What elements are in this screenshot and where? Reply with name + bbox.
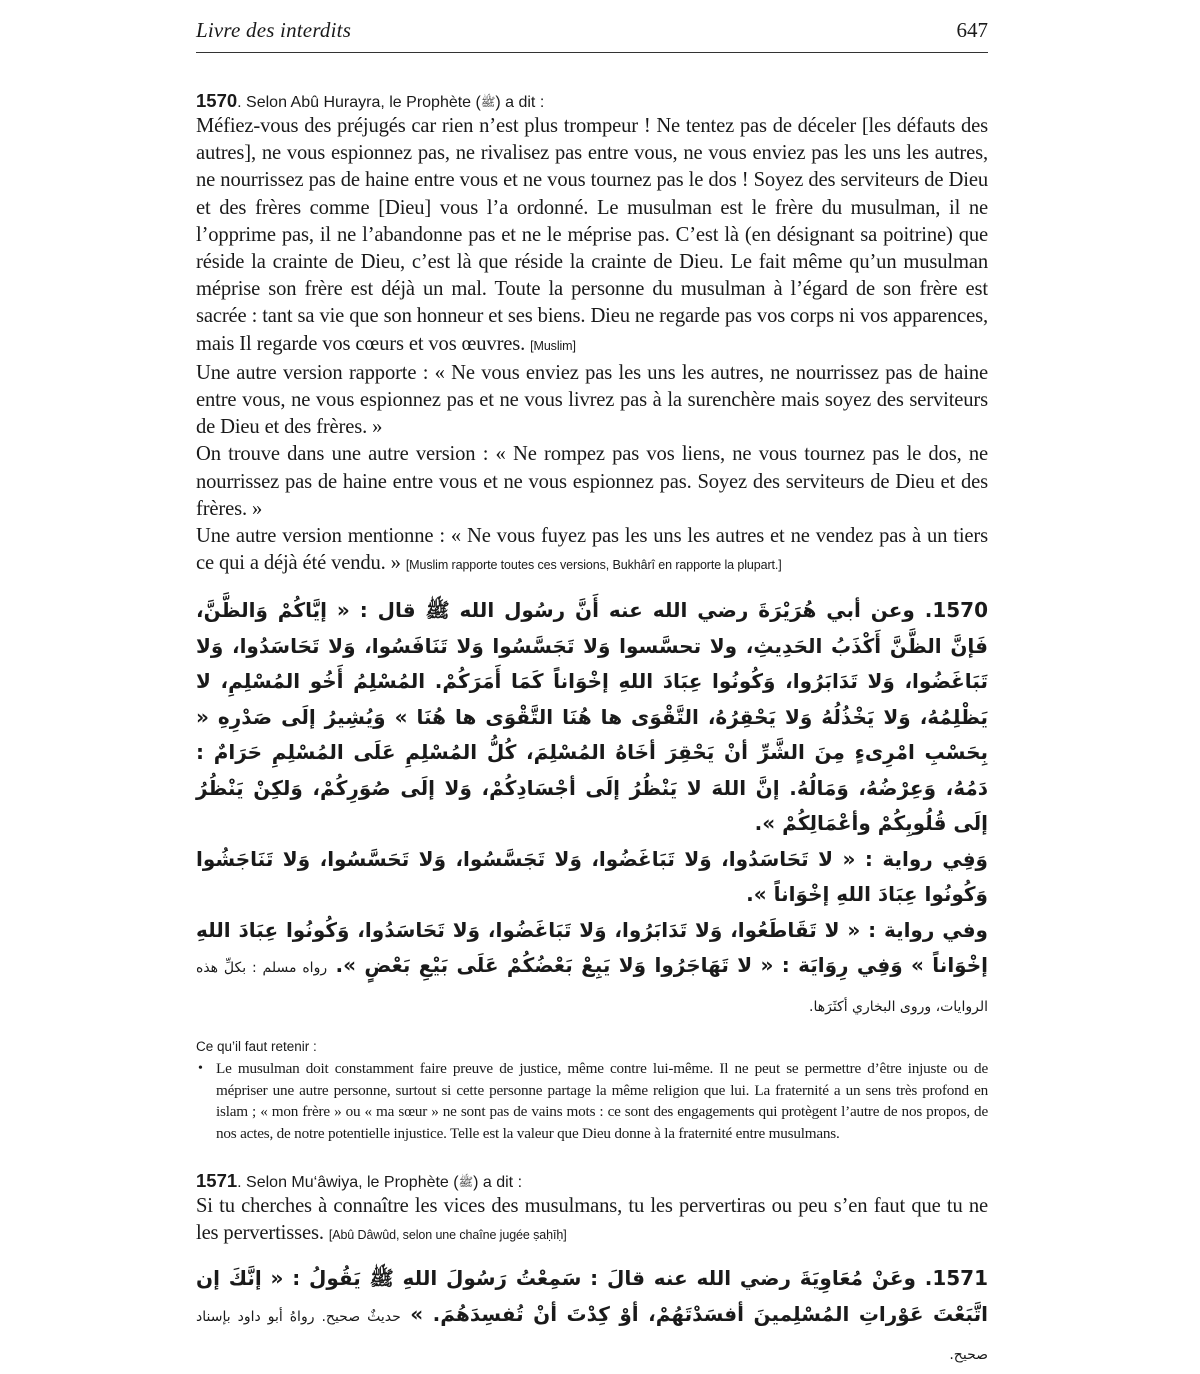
variant-version [196, 523, 988, 579]
variant-version: Une autre version rapporte : « Ne vous enviez pas les uns les autres, ne nourrissez pas de haine entre vous, ne vous espionnez pas et ne vous livrez pas à la surenchère mais soyez des serviteurs de Dieu et des frères. » [196, 361, 988, 439]
running-title: Livre des interdits [196, 18, 352, 42]
retain-box [196, 1039, 988, 1144]
running-header [196, 18, 988, 48]
arabic-hadith-text: 1571. وعَنْ مُعَاوِيَةَ رضي الله عنه قالَ : سَمِعْتُ رَسُولَ اللهِ ﷺ يَقُولُ : « إنَّكَ إن اتَّبَعْتَ عَوْراتِ المُسْلِمينَ أفسَدْتَهُمْ، أوْ كِدْتَ أنْ تُفسِدَهُمَ. » [196, 1266, 988, 1326]
bullet-icon: • [198, 1061, 203, 1077]
hadith-intro: . Selon Abû Hurayra, le Prophète ( [237, 94, 481, 111]
hadith-1570 [196, 91, 988, 1144]
book-page [196, 18, 988, 1374]
hadith-translation [196, 113, 988, 360]
arabic-variant [196, 913, 988, 1026]
hadith-heading [196, 1171, 988, 1193]
retain-item [196, 1058, 988, 1144]
translation-text: Si tu cherches à connaître les vices des musulmans, tu les pervertiras ou peu s’en faut que tu ne les pervertisses. [196, 1195, 988, 1245]
hadith-intro: . Selon Mu‘âwiya, le Prophète ( [237, 1174, 459, 1192]
arabic-source: حديثٌ صحيح. رواهُ أبو داود بإسناد صحيح. [196, 1308, 988, 1364]
salla-symbol-icon: ﷺ [480, 95, 496, 109]
arabic-text-block [196, 593, 988, 1025]
arabic-text-block [196, 1261, 988, 1374]
retain-item-text: Le musulman doit constamment faire preuve de justice, même contre lui-même. Il ne peut se permettre d’être injuste ou de mépriser une autre personne, surtout si cette personne partage la même religion que lui. La fraternité a un sens très profond en islam ; « mon frère » ou « ma sœur » ne sont pas de vains mots : ce sont des engagements qui protègent l’autre de nos propos, de nos actes, de notre potentielle injustice. Telle est la valeur que Dieu donne à la fraternité entre musulmans. [216, 1060, 988, 1142]
arabic-variant: وَفِي رواية : « لا تَحَاسَدُوا، وَلا تَبَاغَضُوا، وَلا تَجَسَّسُوا، وَلا تَحَسَّسُوا، وَلا تَنَاجَشُوا وَكُونُوا عِبَادَ اللهِ إخْوَاناً ». [196, 846, 988, 907]
hadith-intro-end: ) a dit : [473, 1174, 523, 1192]
hadith-1571 [196, 1171, 988, 1374]
variant-version: On trouve dans une autre version : « Ne rompez pas vos liens, ne vous tournez pas le dos, ne nourrissez pas de haine entre vous et ne vous espionnez pas. Soyez des serviteurs de Dieu et des frères. » [196, 443, 988, 520]
variant-text: Une autre version mentionne : « Ne vous fuyez pas les uns les autres et ne vendez pas à un tiers ce qui a déjà été vendu. » [196, 525, 988, 575]
arabic-hadith: 1570. وعن أبي هُرَيْرَةَ رضي الله عنه أَنَّ رسُول الله ﷺ قال : « إيَّاكُمْ وَالظَّنَّ، فَإنَّ الظَّنَّ أَكْذَبُ الحَدِيثِ، ولا تحسَّسوا وَلا تَجَسَّسُوا وَلا تَنَافَسُوا، وَلا تَحَاسَدُوا، وَلا تَبَاغَضُوا، وَلا تَدَابَرُوا، وَكُونُوا عِبَادَ اللهِ إخْوَاناً كَمَا أَمَرَكُمْ. المُسْلِمُ أَخُو المُسْلِمِ، لا يَظْلِمُهُ، وَلا يَخْذُلُهُ وَلا يَحْقِرُهُ، التَّقْوَى ها هُنَا التَّقْوَى ها هُنَا » وَيُشِيرُ إلَى صَدْرِهِ « بِحَسْبِ امْرِىءٍ مِنَ الشَّرِّ أنْ يَحْقِرَ أخَاهُ المُسْلِمَ، كُلُّ المُسْلِمِ عَلَى المُسْلِمِ حَرَامٌ : دَمُهُ، وَعِرْضُهُ، وَمَالُهُ. إنَّ اللهَ لا يَنْظُرُ إلَى أجْسَادِكُمْ، وَلا إلَى صُوَرِكُمْ، وَلكِنْ يَنْظُرُ إلَى قُلُوبِكُمْ وأعْمَالِكُمْ ». [196, 598, 988, 836]
hadith-translation [196, 1193, 988, 1249]
hadith-number: 1570 [196, 90, 238, 111]
salla-symbol-icon: ﷺ [458, 1175, 474, 1190]
source-reference: [Abû Dâwûd, selon une chaîne jugée ṣaḥīḥ] [328, 1228, 567, 1243]
arabic-source: رواه مسلم : بكلِّ هذه الروايات، وروى البخاري أكثَرَها. [196, 960, 988, 1015]
arabic-variant-text: وفي رواية : « لا تَقَاطَعُوا، وَلا تَدَابَرُوا، وَلا تَبَاغَضُوا، وَلا تَحَاسَدُوا، وَكُونُوا عِبَادَ اللهِ إخْوَاناً » وَفِي رِوَايَة : « لا تَهَاجَرُوا وَلا يَبِعْ بَعْضُكُمْ عَلَى بَيْعِ بَعْضٍ ». [196, 917, 988, 978]
section-spacer [196, 1144, 988, 1171]
hadith-number: 1571 [196, 1170, 238, 1192]
header-rule [196, 52, 988, 53]
retain-title: Ce qu’il faut retenir : [196, 1039, 317, 1055]
arabic-hadith [196, 1261, 988, 1374]
source-reference: [Muslim rapporte toutes ces versions, Bukhârî en rapporte la plupart.] [405, 558, 782, 573]
hadith-heading [196, 91, 988, 113]
translation-text: Méfiez-vous des préjugés car rien n’est plus trompeur ! Ne tentez pas de déceler [les défauts des autres], ne vous espionnez pas, ne rivalisez pas entre vous, ne vous enviez pas les uns les autres, ne nourrissez pas de haine entre vous et ne vous tournez pas le dos ! Soyez des serviteurs de Dieu et des frères comme [Dieu] vous l’a ordonné. Le musulman est le frère du musulman, il ne l’opprime pas, il ne l’abandonne pas et ne le méprise pas. C’est là (en désignant sa poitrine) que réside la crainte de Dieu, c’est là que réside la crainte de Dieu. Le fait même qu’un musulman méprise son frère est déjà un mal. Toute la personne du musulman à l’égard de son frère est sacrée : tant sa vie que son honneur et ses biens. Dieu ne regarde pas vos corps ni vos apparences, mais Il regarde vos cœurs et vos œuvres. [196, 115, 988, 355]
retain-list [196, 1058, 988, 1144]
page-number: 647 [956, 18, 988, 42]
source-reference: [Muslim] [530, 338, 576, 353]
hadith-intro-end: ) a dit : [495, 94, 545, 111]
